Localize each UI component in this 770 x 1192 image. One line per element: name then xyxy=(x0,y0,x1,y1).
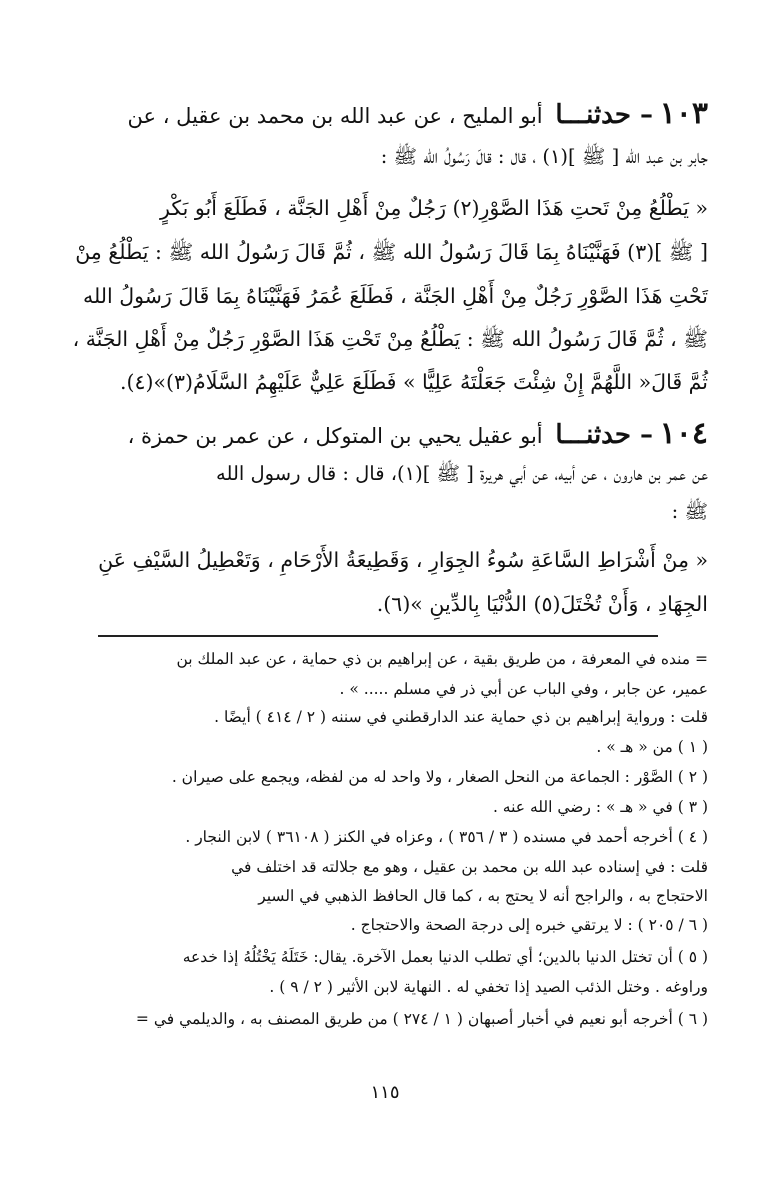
isnad-text: أبو المليح ، عن عبد الله بن محمد بن عقيل ، عن xyxy=(127,104,543,128)
footnote-line: الاحتجاج به ، والراجح أنه لا يحتج به ، كما قال الحافظ الذهبي في السير xyxy=(258,887,708,905)
hadith-103-heading-line xyxy=(62,96,708,131)
footnote-line: قلت : ورواية إبراهيم بن ذي حماية عند الدارقطني في سننه ( ٢ / ٤١٤ ) أيضًا . xyxy=(214,708,708,726)
footnote-line: = منده في المعرفة ، من طريق بقية ، عن إبراهيم بن ذي حماية ، عن عبد الملك بن xyxy=(176,650,708,668)
page-number: ١١٥ xyxy=(370,1082,400,1103)
footnote-line: ( ٦ ) أخرجه أبو نعيم في أخبار أصبهان ( ١ / ٢٧٤ ) من طريق المصنف به ، والديلمي في = xyxy=(135,1010,708,1028)
footnote-line: ( ٢ ) الصَّوْر : الجماعة من النحل الصغار ، ولا واحد له من لفظه، ويجمع على صيران . xyxy=(171,768,708,786)
matn-line: [ ﷺ ](٣) فَهَنَّيْنَاهُ بِمَا قَالَ رَسُولُ الله ﷺ ، ثُمَّ قَالَ رَسُولُ الله ﷺ : يَطْلُعُ مِنْ xyxy=(75,240,708,264)
matn-line: الجِهَادِ ، وَأَنْ تُخْتَلَ(٥) الدُّنْيَا بِالدِّينِ »(٦). xyxy=(376,592,708,616)
hadith-104-heading-line xyxy=(62,416,708,451)
hadith-heading: – حدثنـــا xyxy=(555,420,653,450)
isnad-line: جابر بن عبد الله [ ﷺ ](١) ، قال : قالَ رَسُولُ الله ﷺ : xyxy=(380,145,708,168)
footnote-line: ( ٦ / ٢٠٥ ) : لا يرتقي خبره إلى درجة الصحة والاحتجاج . xyxy=(350,916,708,934)
isnad-line: عن عمر بن هارون ، عن أبيه، عن أبي هريرة [ ﷺ ](١)، قال : قال رسول الله xyxy=(216,462,708,485)
matn-line: ﷺ ، ثُمَّ قَالَ رَسُولُ الله ﷺ : يَطْلُعُ مِنْ تَحْتِ هَذَا الصَّوْرِ رَجُلٌ مِنْ أَهْلِ الجَنَّة ، xyxy=(72,327,708,351)
footnote-line: وراوغه . وختل الذئب الصيد إذا تخفي له . النهاية لابن الأثير ( ٢ / ٩ ) . xyxy=(269,978,708,996)
footnote-line: ( ٤ ) أخرجه أحمد في مسنده ( ٣ / ٣٥٦ ) ، وعزاه في الكنز ( ٣٦١٠٨ ) لابن النجار . xyxy=(185,828,708,846)
footnote-separator xyxy=(98,635,658,637)
isnad-line: ﷺ : xyxy=(671,500,708,523)
footnote-line: قلت : في إسناده عبد الله بن محمد بن عقيل ، وهو مع جلالته قد اختلف في xyxy=(231,858,708,876)
footnote-line: ( ٣ ) في « هـ » : رضي الله عنه . xyxy=(492,798,708,816)
matn-line: تَحْتِ هَذَا الصَّوْرِ رَجُلٌ مِنْ أَهْلِ الجَنَّة ، فَطَلَعَ عُمَرُ فَهَنَّيْنَاهُ بِمَا قَالَ رَسُولُ الله xyxy=(83,284,708,308)
isnad-text: أبو عقيل يحيي بن المتوكل ، عن عمر بن حمزة ، xyxy=(127,424,543,448)
footnote-line: عمير، عن جابر ، وفي الباب عن أبي ذر في مسلم ..... » . xyxy=(339,680,708,698)
matn-line: ثُمَّ قَالَ« اللَّهُمَّ إِنْ شِئْتَ جَعَلْتَهُ عَلِيًّا » فَطَلَعَ عَلِيٌّ عَلَيْهِمُ السَّلَامُ(٣)»(٤). xyxy=(119,370,708,394)
hadith-number: ١٠٣ xyxy=(659,96,708,131)
footnote-line: ( ١ ) من « هـ » . xyxy=(596,738,708,756)
matn-line: « مِنْ أَشْرَاطِ السَّاعَةِ سُوءُ الجِوَارِ ، وَقَطِيعَةُ الأَرْحَامِ ، وَتَعْطِيلُ السَّيْفِ عَنِ xyxy=(98,548,708,572)
footnote-line: ( ٥ ) أن تختل الدنيا بالدين؛ أي تطلب الدنيا بعمل الآخرة. يقال: خَتَلَهُ يَخْتُلُهُ إذا خدعه xyxy=(182,948,708,966)
hadith-heading: – حدثنـــا xyxy=(555,100,653,130)
hadith-number: ١٠٤ xyxy=(659,416,708,451)
matn-line: « يَطْلُعُ مِنْ تَحتِ هَذَا الصَّوْرِ(٢) رَجُلٌ مِنْ أَهْلِ الجَنَّة ، فَطَلَعَ أَبُو بَكْرٍ xyxy=(160,196,708,220)
